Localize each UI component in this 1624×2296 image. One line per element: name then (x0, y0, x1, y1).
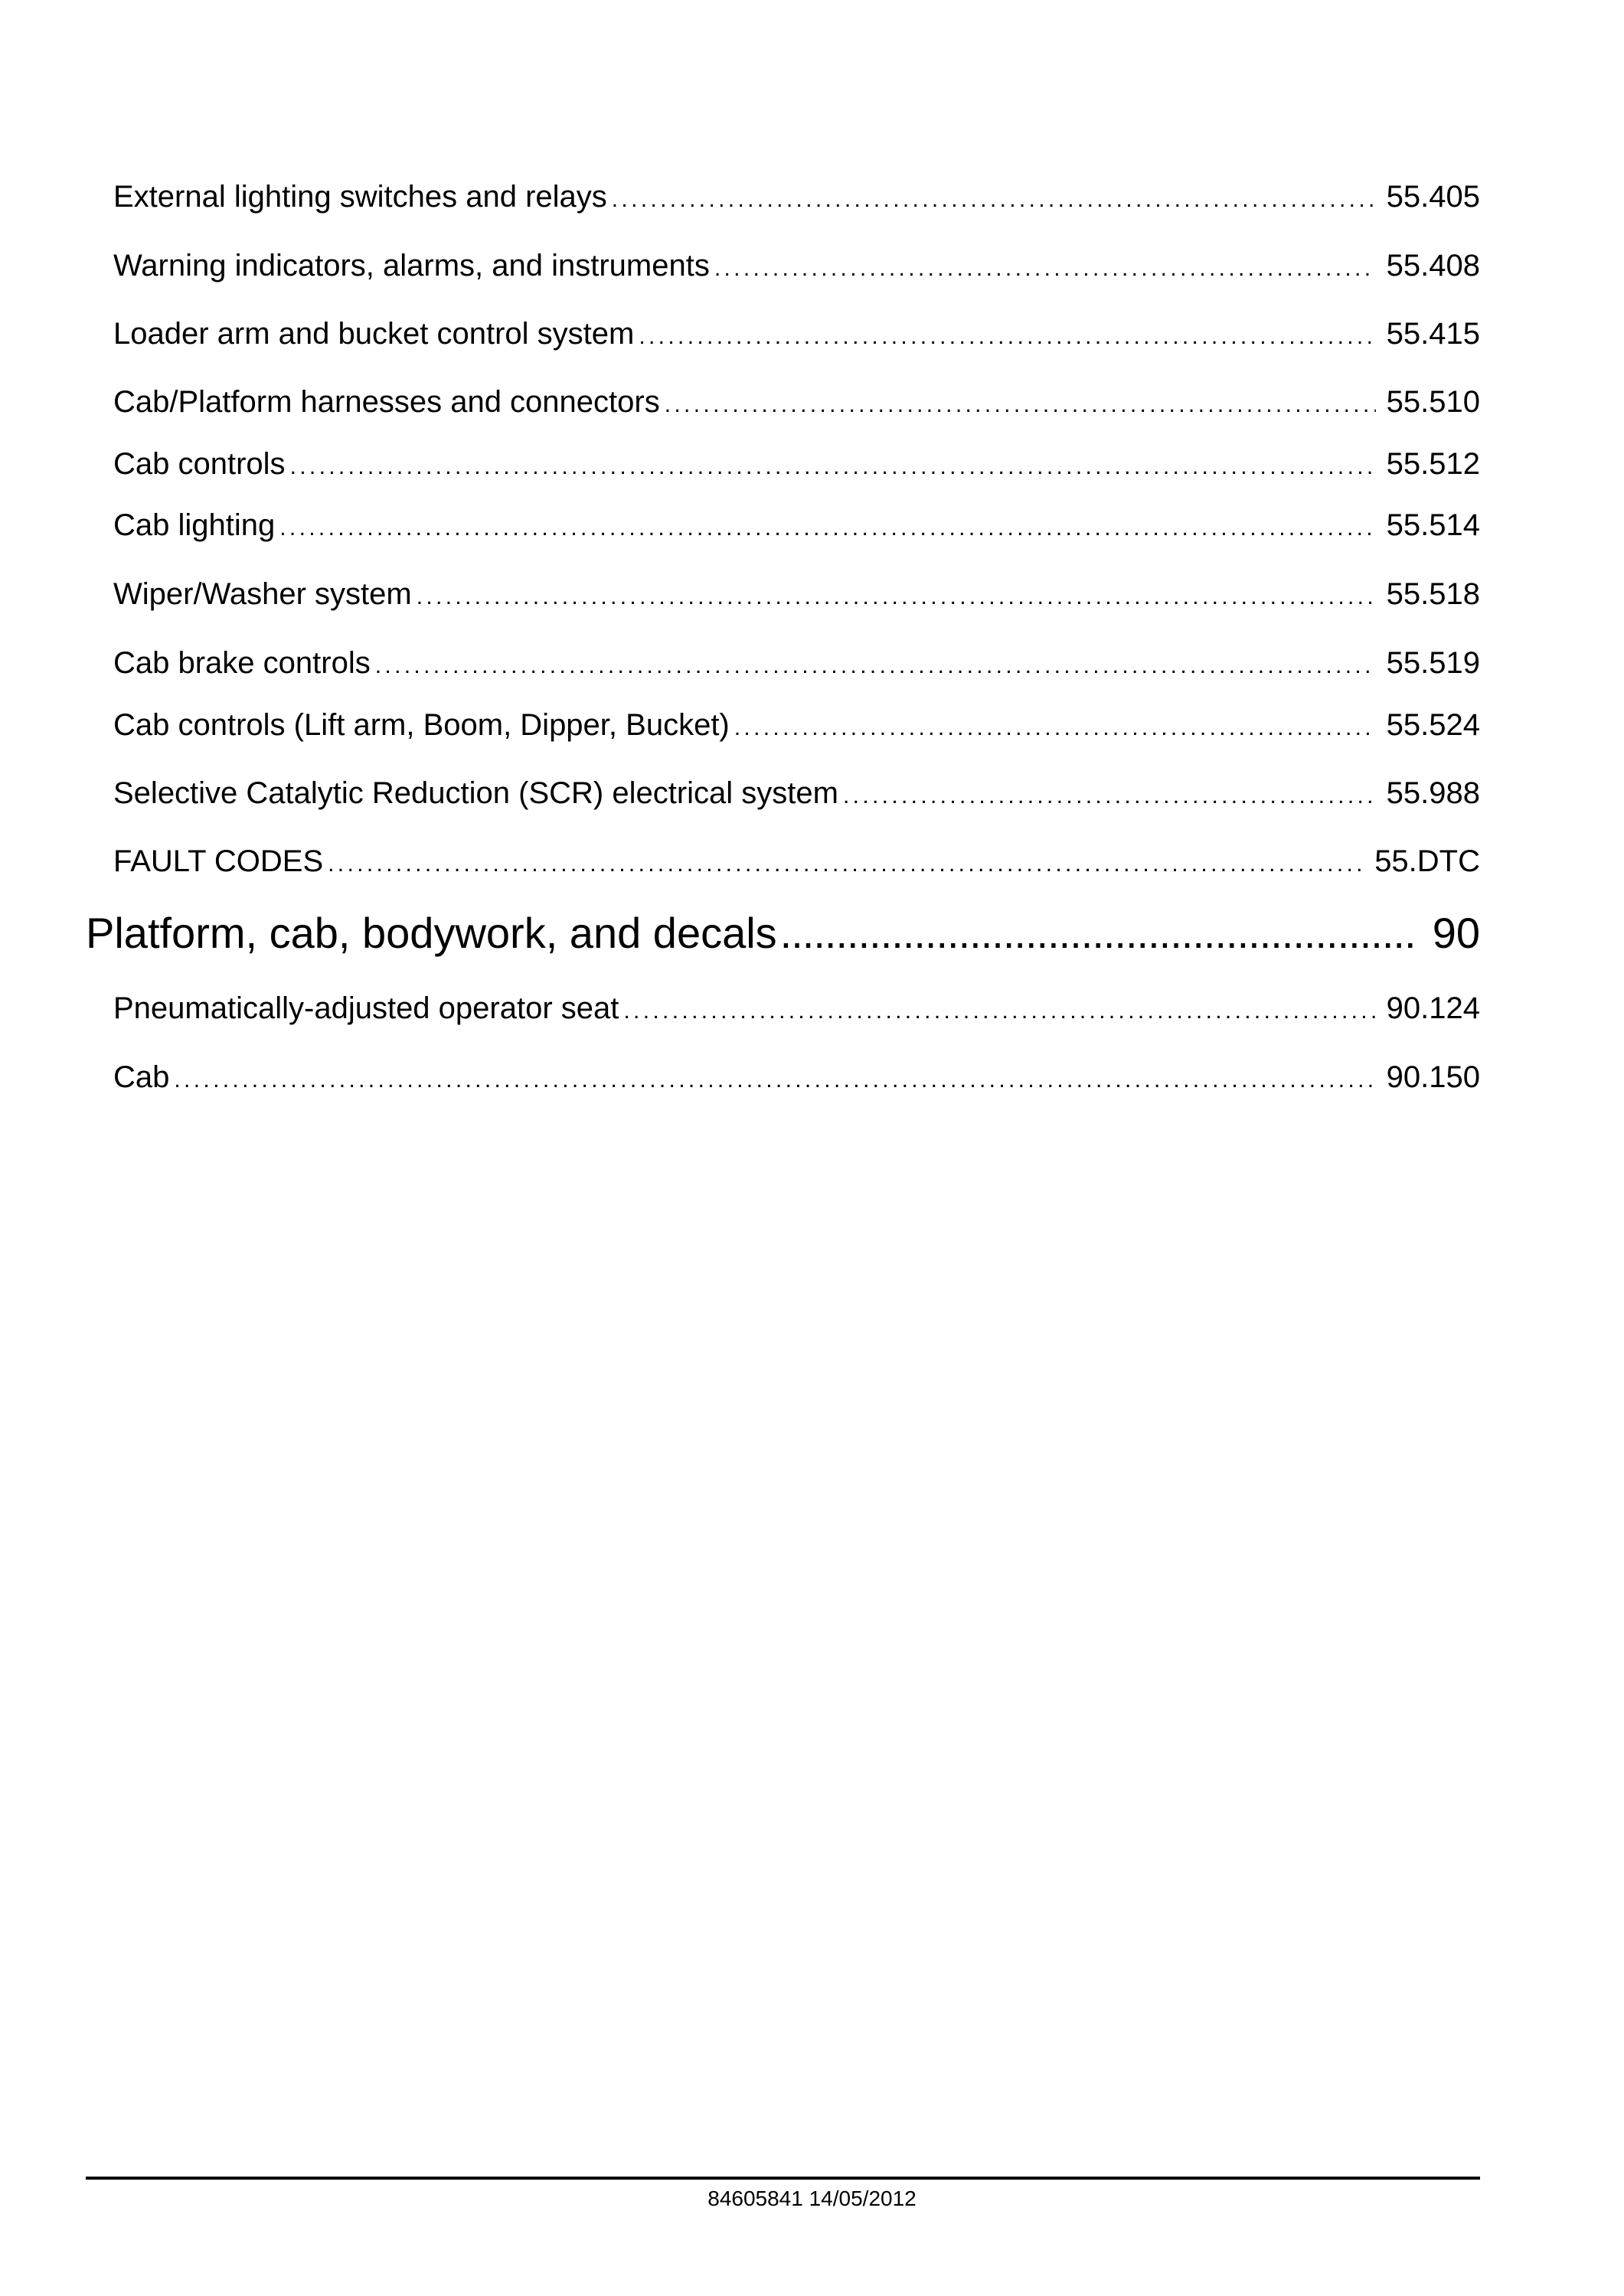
toc-entry-page: 55.DTC (1374, 844, 1480, 878)
footer-doc-id-date: 84605841 14/05/2012 (707, 2187, 917, 2210)
toc-entry-title: Cab (113, 1060, 170, 1094)
toc-entry-page: 55.415 (1386, 317, 1480, 351)
toc-entry-title: Cab brake controls (113, 646, 371, 680)
toc-entry-title: Pneumatically-adjusted operator seat (113, 991, 619, 1025)
toc-entry[interactable] (113, 313, 1480, 354)
toc-entry-page: 55.988 (1386, 776, 1480, 810)
toc-entry[interactable] (113, 505, 1480, 546)
toc-entry-title: Warning indicators, alarms, and instruments (113, 249, 710, 283)
toc-entry-page: 55.514 (1386, 508, 1480, 542)
toc-entry[interactable] (113, 988, 1480, 1029)
toc-entry-title: FAULT CODES (113, 844, 324, 878)
toc-entry-title: External lighting switches and relays (113, 180, 607, 214)
toc-entry-title: Selective Catalytic Reduction (SCR) electrical system (113, 776, 838, 810)
dot-leader (417, 576, 1376, 618)
toc-entry[interactable] (113, 245, 1480, 286)
toc-entry[interactable] (113, 841, 1480, 882)
toc-entry[interactable] (113, 642, 1480, 684)
dot-leader (328, 844, 1364, 885)
dot-leader (612, 179, 1376, 220)
toc-entry[interactable] (113, 176, 1480, 217)
toc-entry-page: 90.124 (1386, 991, 1480, 1025)
dot-leader (375, 645, 1376, 687)
toc-entry-page: 55.405 (1386, 180, 1480, 214)
toc-entry-page: 55.519 (1386, 646, 1480, 680)
toc-entry-page: 90.150 (1386, 1060, 1480, 1094)
toc-section-heading[interactable] (86, 904, 1480, 962)
dot-leader (734, 707, 1376, 749)
section-title: Platform, cab, bodywork, and decals (86, 909, 777, 957)
dot-leader (639, 316, 1375, 358)
dot-leader (279, 508, 1375, 549)
toc-entry-title: Cab lighting (113, 508, 276, 542)
dot-leader (843, 776, 1376, 817)
toc-entry[interactable] (113, 381, 1480, 423)
footer-rule (86, 2177, 1480, 2180)
toc-entry-page: 55.512 (1386, 447, 1480, 481)
toc-entry-title: Wiper/Washer system (113, 577, 412, 611)
toc-entry[interactable] (113, 443, 1480, 485)
toc-entry-title: Cab controls (Lift arm, Boom, Dipper, Bucket) (113, 708, 730, 742)
toc-entry[interactable] (113, 772, 1480, 814)
toc-entry-title: Loader arm and bucket control system (113, 317, 635, 351)
dot-leader (623, 991, 1375, 1032)
dot-leader (780, 904, 1419, 962)
toc-entry-page: 55.408 (1386, 249, 1480, 283)
toc-entry[interactable] (113, 704, 1480, 746)
toc-entry-page: 55.518 (1386, 577, 1480, 611)
toc-entry-title: Cab/Platform harnesses and connectors (113, 385, 660, 419)
toc-entry-page: 55.524 (1386, 708, 1480, 742)
toc-entry-page: 55.510 (1386, 385, 1480, 419)
toc-entry-title: Cab controls (113, 447, 286, 481)
toc-entry[interactable] (113, 1057, 1480, 1098)
toc-entry[interactable] (113, 573, 1480, 615)
dot-leader (714, 248, 1376, 289)
dot-leader (174, 1060, 1375, 1101)
dot-leader (290, 446, 1376, 488)
section-page: 90 (1432, 909, 1480, 957)
dot-leader (665, 384, 1376, 426)
